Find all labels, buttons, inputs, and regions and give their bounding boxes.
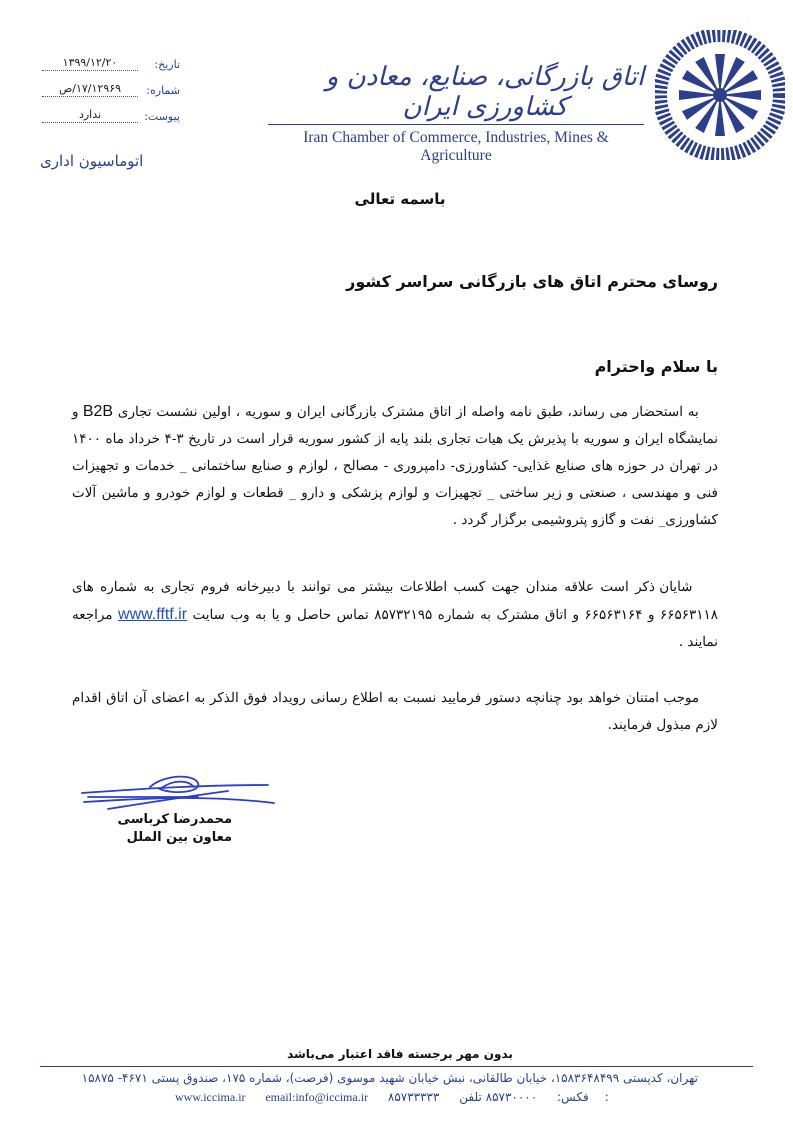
paragraph-2 xyxy=(72,574,718,656)
greeting: با سلام واحترام xyxy=(594,357,718,376)
date-field xyxy=(40,58,180,76)
number-value: ۱۷/۱۲۹۶۹/ص xyxy=(42,82,138,97)
paragraph-1 xyxy=(72,398,718,534)
date-label: تاریخ: xyxy=(154,58,180,71)
stamp-validity-note: بدون مهر برجسته فاقد اعتبار می‌باشد xyxy=(287,1047,513,1061)
website-link[interactable]: www.fftf.ir xyxy=(118,606,188,623)
invocation: باسمه تعالی xyxy=(354,190,446,208)
number-field xyxy=(40,84,180,102)
paragraph-2-text-a: شایان ذکر است علاقه مندان جهت کسب اطلاعات بیشتر می توانند با دبیرخانه فروم تجاری به شماره های ۶۶۵۶۳۱۱۸ و ۶۶۵۶۳۱۶۴ و اتاق مشترک به شماره ۸۵۷۳۲۱۹۵ تماس حاصل و یا به وب سایت xyxy=(72,579,718,623)
attachment-label: پیوست: xyxy=(144,110,180,123)
automation-label: اتوماسیون اداری xyxy=(40,152,144,170)
letterhead-divider xyxy=(268,124,644,125)
footer-email: email:info@iccima.ir xyxy=(265,1090,369,1104)
chamber-title-english: Iran Chamber of Commerce, Industries, Mines & Agriculture xyxy=(303,129,609,164)
paragraph-3 xyxy=(72,685,718,739)
footer-fax-value: ۸۵۷۳۳۳۳۳ xyxy=(387,1090,440,1104)
paragraph-2-text-b: مراجعه نمایند . xyxy=(72,607,718,650)
footer-fax-label: فکس: xyxy=(557,1090,589,1104)
footer-contact-row xyxy=(175,1090,625,1105)
footer-phone-label: تلفن: xyxy=(459,1090,609,1104)
signatory-title: معاون بین الملل xyxy=(126,830,232,845)
signatory-name: محمدرضا کرباسی xyxy=(117,812,232,827)
paragraph-1-text-b: و نمایشگاه ایران و سوریه با پذیرش یک هیات تجاری بلند پایه از کشور سوریه قرار است در تاریخ ۳-۴ خرداد ماه ۱۴۰۰ در تهران در حوزه های صنایع غذایی- کشاورزی- دامپروری - مصالح ، لوازم و صنایع ساختمانی _ خدمات و تجهیزات فنی و مهندسی ، صنعتی و زیر ساختی _ تجهیزات و لوازم پزشکی و دارو _ قطعات و لوازم خودرو و ماشین آلات کشاورزی_ نفت و گازو پتروشیمی برگزار گردد . xyxy=(72,404,719,528)
footer-address: تهران، کدپستی ۱۵۸۳۶۴۸۴۹۹، خیابان طالقانی، نبش خیابان شهید موسوی (فرصت)، شماره ۱۷۵، صندوق پستی ۴۶۷۱- ۱۵۸۷۵ xyxy=(81,1071,698,1085)
iccima-logo-icon xyxy=(655,30,785,160)
b2b-term: B2B xyxy=(82,403,114,420)
paragraph-1-text-a: به استحضار می رساند، طبق نامه واصله از اتاق مشترک بازرگانی ایران و سوریه ، اولین نشست تجاری xyxy=(117,404,699,420)
footer-divider xyxy=(40,1066,753,1067)
footer-phone-value: ۸۵۷۳۰۰۰۰ xyxy=(485,1090,538,1104)
date-value: ۱۳۹۹/۱۲/۲۰ xyxy=(42,56,138,71)
footer-website: www.iccima.ir xyxy=(175,1090,246,1104)
number-label: شماره: xyxy=(146,84,180,97)
addressee: روسای محترم اتاق های بازرگانی سراسر کشور xyxy=(346,272,718,291)
chamber-title-persian: اتاق بازرگانی، صنایع، معادن و کشاورزی ایران xyxy=(325,62,645,122)
attachment-value: ندارد xyxy=(42,108,138,123)
attachment-field xyxy=(40,110,180,128)
paragraph-3-text: موجب امتنان خواهد بود چنانچه دستور فرمایید نسبت به اطلاع رسانی رویداد فوق الذکر به اعضای آن اتاق اقدام لازم مبذول فرمایند. xyxy=(72,690,718,733)
